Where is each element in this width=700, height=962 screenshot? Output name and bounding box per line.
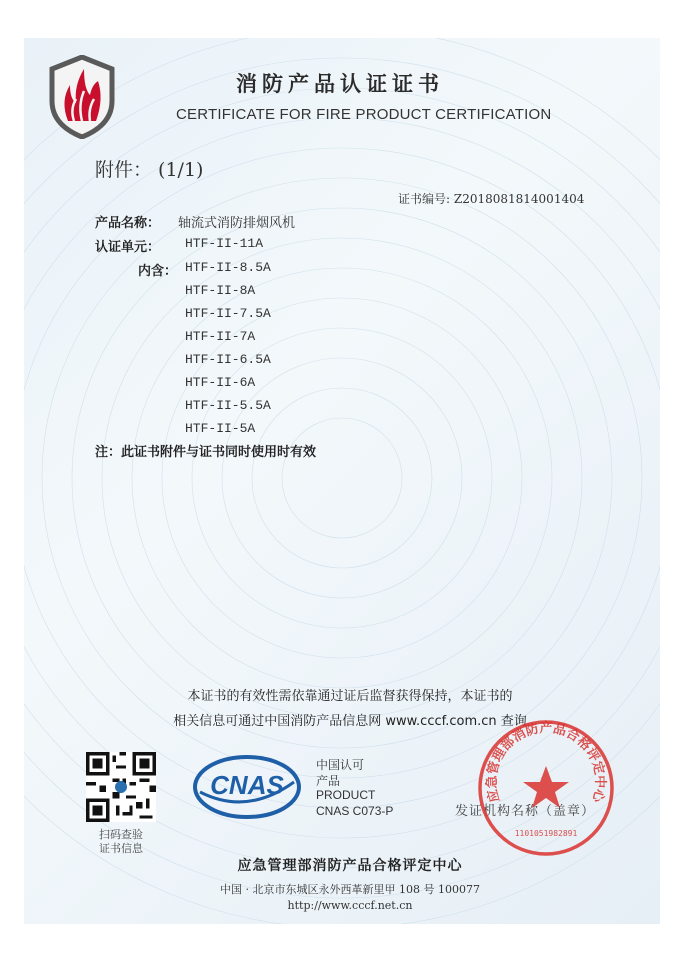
model-item: HTF-II-7A	[185, 329, 256, 344]
model-item: HTF-II-7.5A	[185, 306, 271, 321]
validity-statement-line1: 本证书的有效性需依靠通过证后监督获得保持，本证书的	[187, 689, 513, 704]
model-item: HTF-II-8.5A	[185, 260, 271, 275]
model-item: HTF-II-6.5A	[185, 352, 271, 367]
cnas-logo-text: CNAS	[210, 770, 284, 800]
validity-note: 注：此证书附件与证书同时使用时有效	[95, 445, 317, 460]
model-item: HTF-II-8A	[185, 283, 256, 298]
official-seal	[476, 718, 616, 858]
model-item: HTF-II-6A	[185, 375, 256, 390]
svg-text:应急管理部消防产品合格评定中心: 应急管理部消防产品合格评定中心	[484, 721, 608, 804]
cnas-line3: PRODUCT	[316, 788, 376, 802]
issuer-label: 发证机构名称（盖章）	[455, 804, 596, 819]
annex-label: 附件： (1/1)	[95, 159, 204, 181]
cnas-line4: CNAS C073-P	[316, 804, 394, 818]
model-item: HTF-II-5.5A	[185, 398, 271, 413]
issuing-center-name: 应急管理部消防产品合格评定中心	[237, 858, 463, 874]
cnas-logo	[192, 752, 302, 822]
validity-statement-line2: 相关信息可通过中国消防产品信息网 www.cccf.com.cn 查询	[173, 714, 527, 729]
qr-caption-line1: 扫码查验	[99, 828, 143, 841]
product-name-label: 产品名称：	[95, 216, 161, 231]
product-name-value: 轴流式消防排烟风机	[178, 216, 296, 231]
cert-unit-label: 认证单元：	[95, 240, 161, 255]
title-chinese: 消防产品认证证书	[236, 72, 444, 96]
qr-code[interactable]	[86, 752, 156, 822]
cnas-line1: 中国认可	[316, 758, 365, 772]
includes-label: 内含：	[138, 264, 178, 279]
cnas-line2: 产品	[316, 774, 341, 788]
certificate-number: 证书编号: Z2018081814001404	[398, 192, 585, 206]
fire-certification-logo	[48, 55, 116, 139]
model-item: HTF-II-5A	[185, 421, 256, 436]
issuing-center-url[interactable]: http://www.cccf.net.cn	[287, 899, 413, 912]
svg-text:1101051982891: 1101051982891	[514, 829, 578, 838]
qr-caption-line2: 证书信息	[99, 842, 143, 855]
title-english: CERTIFICATE FOR FIRE PRODUCT CERTIFICATION	[176, 106, 552, 123]
cert-unit-value: HTF-II-11A	[185, 236, 264, 251]
issuing-center-address: 中国 · 北京市东城区永外西革新里甲 108 号 100077	[220, 883, 480, 896]
